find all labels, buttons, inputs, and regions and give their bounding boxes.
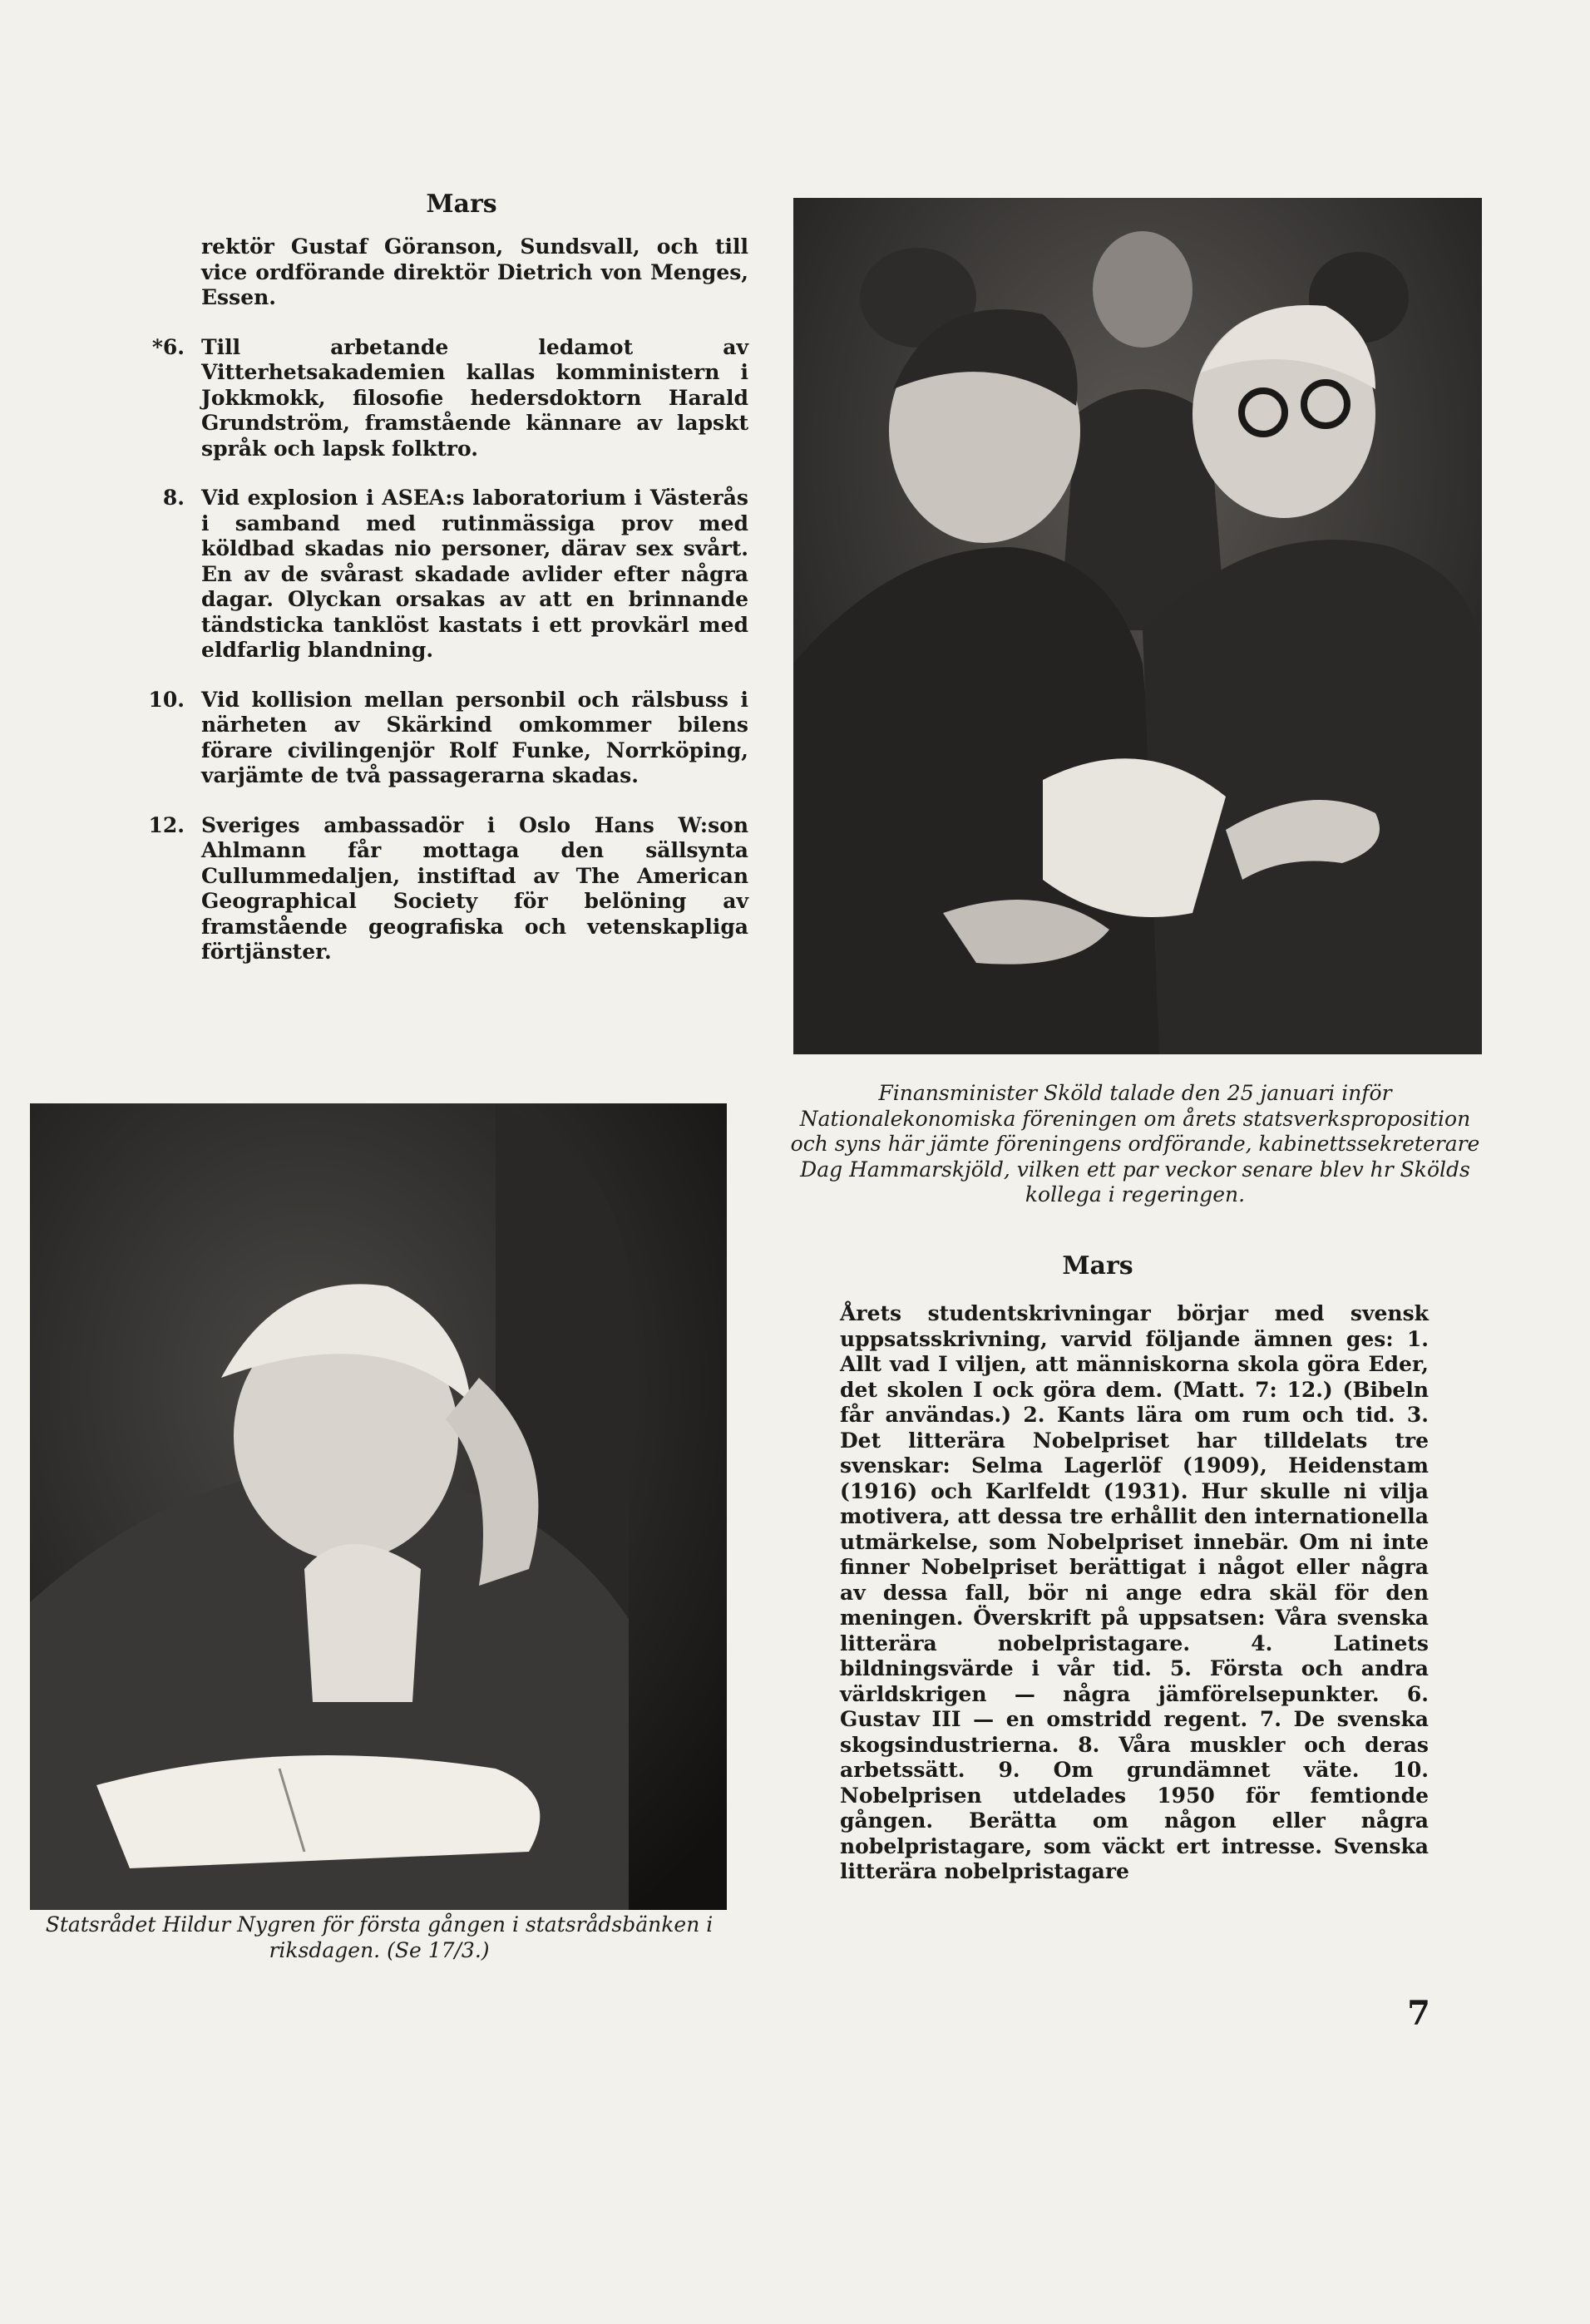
event-entry [141,335,748,462]
event-entry [141,234,748,311]
event-list [141,234,748,989]
photo-hildur-nygren [30,1103,727,1910]
photo-skold-hammarskjold-image [793,198,1482,1054]
event-entry [141,486,748,664]
photo-skold-hammarskjold [793,198,1482,1054]
page-heading-left: Mars [426,190,497,219]
event-text: Vid explosion i ASEA:s laboratorium i Västerås i samband med rutinmässiga prov med köldbad skadas nio personer, därav sex svårt. En av de svårast skadade avlider efter några dagar. Olyckan orsakas av att en brinnande tändsticka tanklöst kastats i ett provkärl med eldfarlig blandning. [201,486,748,662]
page-heading-right: Mars [1062,1251,1133,1280]
caption-bottom: Statsrådet Hildur Nygren för första gången i statsrådsbänken i riksdagen. (Se 17/3.) [45,1912,714,1962]
photo-hildur-nygren-image [30,1103,727,1910]
event-day: 8. [162,486,185,510]
event-entry [141,688,748,789]
event-text: Till arbetande ledamot av Vitterhetsakademien kallas komministern i Jokkmokk, filosofie hedersdoktorn Harald Grundström, framstående kännare av lapskt språk och lapsk folktro. [201,334,748,461]
event-text: rektör Gustaf Göranson, Sundsvall, och till vice ordförande direktör Dietrich von Menges, Essen. [201,234,748,309]
page-number: 7 [1407,1994,1430,2033]
event-day: *6. [151,334,185,359]
event-day: 12. [148,812,185,837]
event-day: 10. [148,687,185,712]
event-text: Vid kollision mellan personbil och rälsbuss i närheten av Skärkind omkommer bilens förare civilingenjör Rolf Funke, Norrköping, varjämte de två passagerarna skadas. [201,687,748,787]
body-text: Årets studentskrivningar börjar med svensk uppsatsskrivning, varvid följande ämnen ges: 1. Allt vad I viljen, att människorna skola göra Eder, det skolen I ock göra dem. (Matt. 7: 12.) (Bibeln får användas.) 2. Kants lära om rum och tid. 3. Det litterära Nobelpriset har tilldelats tre svenskar: Selma Lagerlöf (1909), Heidenstam (1916) och Karlfeldt (1931). Hur skulle ni vilja motivera, att dessa tre erhållit den internationella utmärkelse, som Nobelpriset innebär. Om ni inte finner Nobelpriset berättigat i något eller några av dessa fall, bör ni ange edra skäl för den meningen. Överskrift på uppsatsen: Våra svenska litterära nobelpristagare. 4. Latinets bildningsvärde i vår tid. 5. Första och andra världskrigen — några jämförelsepunkter. 6. Gustav III — en omstridd regent. 7. De svenska skogsindustrierna. 8. Våra muskler och deras arbetssätt. 9. Om grundämnet väte. 10. Nobelprisen utdelades 1950 för femtionde gången. Berätta om någon eller några nobelpristagare, som väckt ert intresse. Svenska litterära nobelpristagare [840,1301,1429,1883]
caption-top: Finansminister Sköld talade den 25 januari inför Nationalekonomiska föreningen om årets statsverksproposition och syns här jämte föreningens ordförande, kabinettssekreterare Dag Hammarskjöld, vilken ett par veckor senare blev hr Skölds kollega i regeringen. [790,1081,1480,1206]
event-text: Sveriges ambassadör i Oslo Hans W:son Ahlmann får mottaga den sällsynta Cullummedaljen, instiftad av The American Geographical Society för belöning av framstående geografiska och vetenskapliga förtjänster. [201,812,748,964]
event-entry [141,813,748,965]
